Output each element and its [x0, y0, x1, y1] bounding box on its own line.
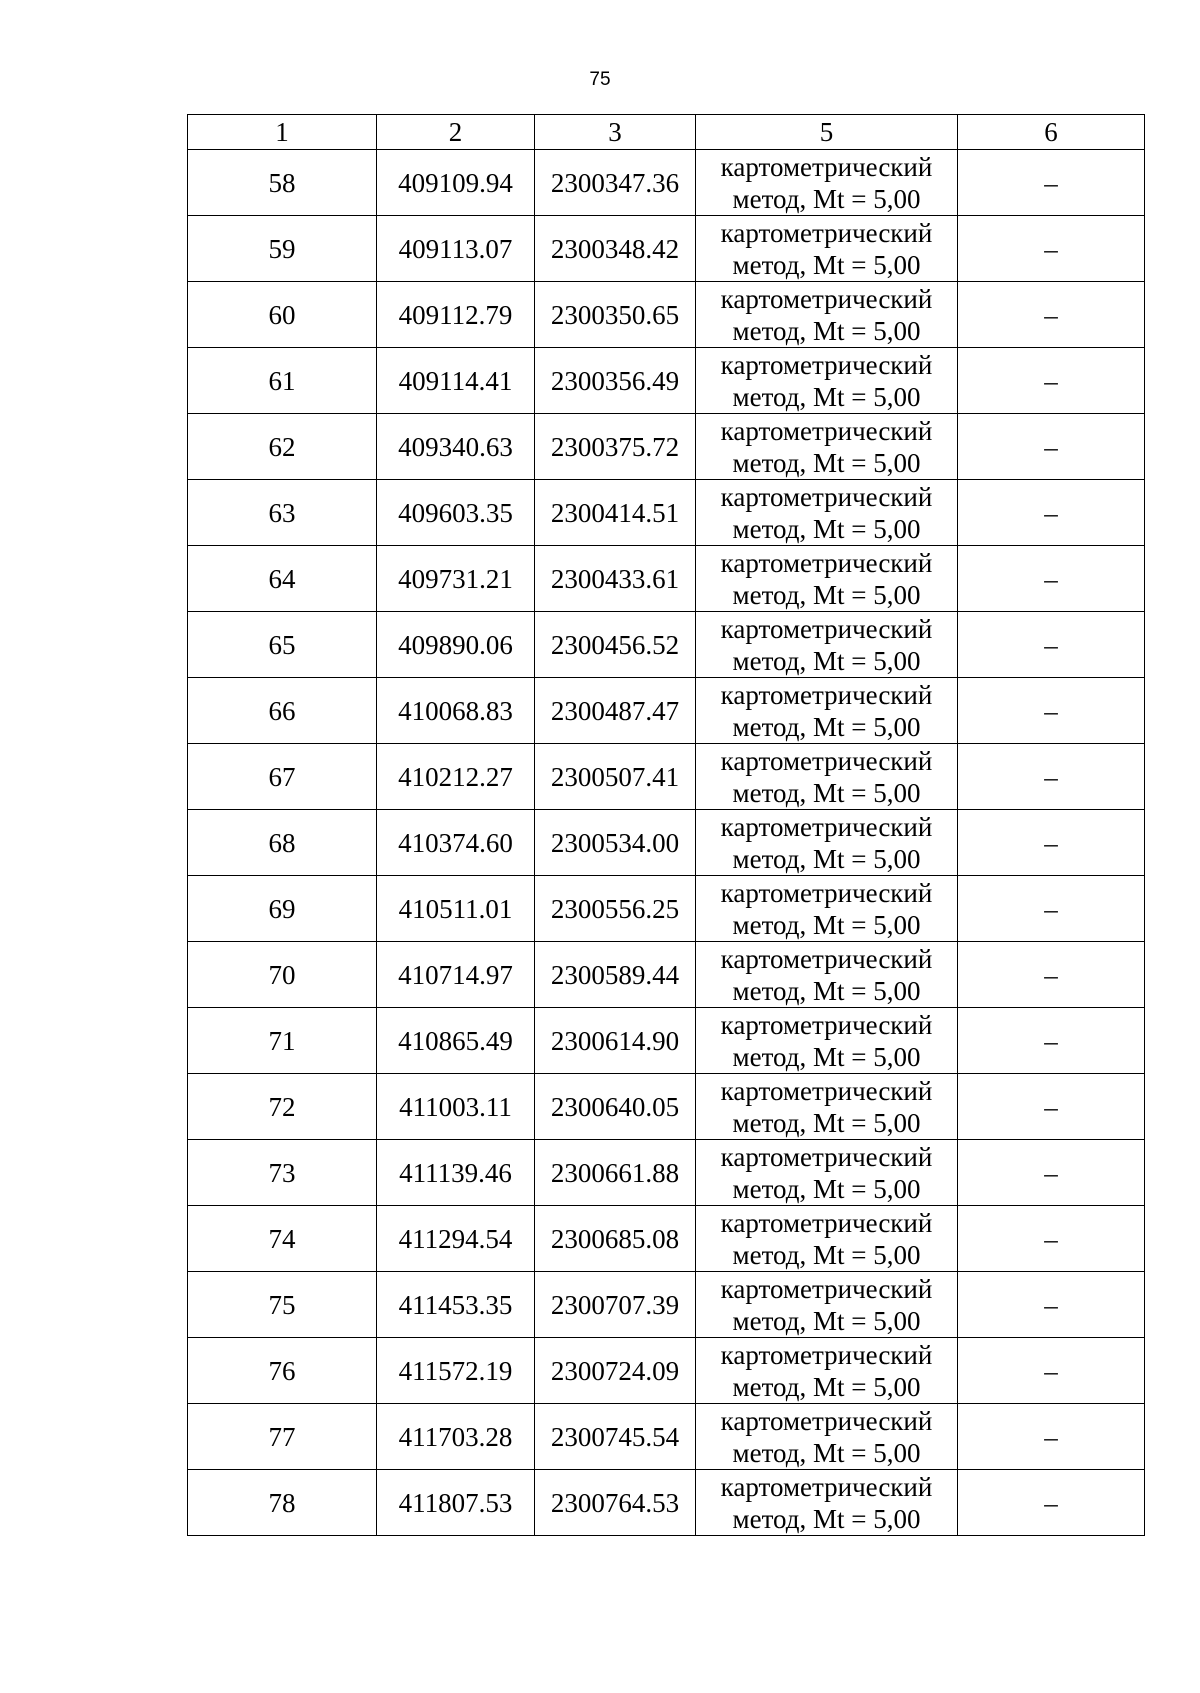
method-line-1: картометрический — [720, 811, 933, 842]
method-line-1: картометрический — [720, 151, 933, 182]
method-line-2: метод, Mt = 5,00 — [732, 447, 921, 478]
note-cell: – — [958, 1140, 1145, 1206]
header-cell-5: 5 — [696, 115, 958, 150]
method-line-1: картометрический — [720, 1075, 933, 1106]
x-coordinate-cell: 410714.97 — [377, 942, 535, 1008]
x-coordinate-cell: 411294.54 — [377, 1206, 535, 1272]
method-line-1: картометрический — [720, 877, 933, 908]
point-number-cell: 62 — [188, 414, 377, 480]
note-cell: – — [958, 678, 1145, 744]
x-coordinate-cell: 411453.35 — [377, 1272, 535, 1338]
method-line-1: картометрический — [720, 481, 933, 512]
table-row — [188, 942, 1145, 1008]
note-cell: – — [958, 876, 1145, 942]
x-coordinate-cell: 410212.27 — [377, 744, 535, 810]
method-cell — [696, 744, 958, 810]
y-coordinate-cell: 2300764.53 — [535, 1470, 696, 1536]
method-line-2: метод, Mt = 5,00 — [732, 1503, 921, 1534]
method-cell — [696, 546, 958, 612]
table-row — [188, 1338, 1145, 1404]
point-number-cell: 75 — [188, 1272, 377, 1338]
y-coordinate-cell: 2300350.65 — [535, 282, 696, 348]
note-cell: – — [958, 1338, 1145, 1404]
method-line-2: метод, Mt = 5,00 — [732, 1173, 921, 1204]
table-row — [188, 1206, 1145, 1272]
x-coordinate-cell: 411003.11 — [377, 1074, 535, 1140]
method-line-2: метод, Mt = 5,00 — [732, 1371, 921, 1402]
method-line-1: картометрический — [720, 217, 933, 248]
coordinates-table — [187, 114, 1145, 1536]
point-number-cell: 60 — [188, 282, 377, 348]
x-coordinate-cell: 411572.19 — [377, 1338, 535, 1404]
method-line-2: метод, Mt = 5,00 — [732, 711, 921, 742]
table-row — [188, 546, 1145, 612]
y-coordinate-cell: 2300589.44 — [535, 942, 696, 1008]
table-row — [188, 150, 1145, 216]
point-number-cell: 76 — [188, 1338, 377, 1404]
x-coordinate-cell: 411703.28 — [377, 1404, 535, 1470]
point-number-cell: 64 — [188, 546, 377, 612]
y-coordinate-cell: 2300456.52 — [535, 612, 696, 678]
method-line-1: картометрический — [720, 415, 933, 446]
method-line-1: картометрический — [720, 1207, 933, 1238]
table-row — [188, 414, 1145, 480]
method-line-2: метод, Mt = 5,00 — [732, 183, 921, 214]
header-cell-3: 3 — [535, 115, 696, 150]
point-number-cell: 61 — [188, 348, 377, 414]
x-coordinate-cell: 409109.94 — [377, 150, 535, 216]
point-number-cell: 78 — [188, 1470, 377, 1536]
x-coordinate-cell: 409114.41 — [377, 348, 535, 414]
table-row — [188, 216, 1145, 282]
table-row — [188, 1140, 1145, 1206]
method-line-1: картометрический — [720, 943, 933, 974]
note-cell: – — [958, 1470, 1145, 1536]
method-cell — [696, 942, 958, 1008]
table-row — [188, 1470, 1145, 1536]
y-coordinate-cell: 2300487.47 — [535, 678, 696, 744]
method-cell — [696, 282, 958, 348]
y-coordinate-cell: 2300745.54 — [535, 1404, 696, 1470]
y-coordinate-cell: 2300414.51 — [535, 480, 696, 546]
method-line-1: картометрический — [720, 1141, 933, 1172]
method-line-2: метод, Mt = 5,00 — [732, 975, 921, 1006]
method-line-2: метод, Mt = 5,00 — [732, 645, 921, 676]
table-row — [188, 1272, 1145, 1338]
method-cell — [696, 612, 958, 678]
method-line-1: картометрический — [720, 1273, 933, 1304]
point-number-cell: 67 — [188, 744, 377, 810]
method-cell — [696, 348, 958, 414]
x-coordinate-cell: 409603.35 — [377, 480, 535, 546]
y-coordinate-cell: 2300347.36 — [535, 150, 696, 216]
method-cell — [696, 480, 958, 546]
table-body — [188, 115, 1145, 1536]
x-coordinate-cell: 410374.60 — [377, 810, 535, 876]
y-coordinate-cell: 2300685.08 — [535, 1206, 696, 1272]
method-cell — [696, 1470, 958, 1536]
x-coordinate-cell: 409890.06 — [377, 612, 535, 678]
point-number-cell: 63 — [188, 480, 377, 546]
method-line-1: картометрический — [720, 1339, 933, 1370]
point-number-cell: 69 — [188, 876, 377, 942]
y-coordinate-cell: 2300348.42 — [535, 216, 696, 282]
method-line-2: метод, Mt = 5,00 — [732, 1239, 921, 1270]
method-line-2: метод, Mt = 5,00 — [732, 315, 921, 346]
page-number: 75 — [589, 69, 611, 90]
note-cell: – — [958, 1206, 1145, 1272]
note-cell: – — [958, 744, 1145, 810]
y-coordinate-cell: 2300356.49 — [535, 348, 696, 414]
method-cell — [696, 1206, 958, 1272]
method-line-2: метод, Mt = 5,00 — [732, 1305, 921, 1336]
method-cell — [696, 1140, 958, 1206]
method-cell — [696, 810, 958, 876]
method-line-1: картометрический — [720, 1471, 933, 1502]
note-cell: – — [958, 612, 1145, 678]
point-number-cell: 66 — [188, 678, 377, 744]
x-coordinate-cell: 409112.79 — [377, 282, 535, 348]
y-coordinate-cell: 2300534.00 — [535, 810, 696, 876]
y-coordinate-cell: 2300433.61 — [535, 546, 696, 612]
method-line-2: метод, Mt = 5,00 — [732, 1041, 921, 1072]
note-cell: – — [958, 216, 1145, 282]
method-line-2: метод, Mt = 5,00 — [732, 381, 921, 412]
point-number-cell: 65 — [188, 612, 377, 678]
y-coordinate-cell: 2300724.09 — [535, 1338, 696, 1404]
note-cell: – — [958, 1008, 1145, 1074]
y-coordinate-cell: 2300556.25 — [535, 876, 696, 942]
x-coordinate-cell: 410865.49 — [377, 1008, 535, 1074]
point-number-cell: 73 — [188, 1140, 377, 1206]
note-cell: – — [958, 1272, 1145, 1338]
method-cell — [696, 216, 958, 282]
note-cell: – — [958, 150, 1145, 216]
y-coordinate-cell: 2300614.90 — [535, 1008, 696, 1074]
note-cell: – — [958, 414, 1145, 480]
header-cell-6: 6 — [958, 115, 1145, 150]
method-cell — [696, 876, 958, 942]
method-line-1: картометрический — [720, 745, 933, 776]
method-line-2: метод, Mt = 5,00 — [732, 579, 921, 610]
note-cell: – — [958, 810, 1145, 876]
point-number-cell: 70 — [188, 942, 377, 1008]
note-cell: – — [958, 546, 1145, 612]
x-coordinate-cell: 411139.46 — [377, 1140, 535, 1206]
method-line-1: картометрический — [720, 349, 933, 380]
point-number-cell: 68 — [188, 810, 377, 876]
table-row — [188, 348, 1145, 414]
method-line-2: метод, Mt = 5,00 — [732, 513, 921, 544]
point-number-cell: 72 — [188, 1074, 377, 1140]
y-coordinate-cell: 2300640.05 — [535, 1074, 696, 1140]
x-coordinate-cell: 409340.63 — [377, 414, 535, 480]
header-cell-1: 1 — [188, 115, 377, 150]
method-line-2: метод, Mt = 5,00 — [732, 843, 921, 874]
table-header-row — [188, 115, 1145, 150]
table-row — [188, 678, 1145, 744]
table-row — [188, 876, 1145, 942]
x-coordinate-cell: 409731.21 — [377, 546, 535, 612]
table-row — [188, 810, 1145, 876]
point-number-cell: 77 — [188, 1404, 377, 1470]
method-cell — [696, 1404, 958, 1470]
method-cell — [696, 1338, 958, 1404]
method-cell — [696, 1074, 958, 1140]
table-row — [188, 480, 1145, 546]
table-row — [188, 612, 1145, 678]
method-line-2: метод, Mt = 5,00 — [732, 1107, 921, 1138]
method-line-1: картометрический — [720, 613, 933, 644]
method-line-1: картометрический — [720, 1405, 933, 1436]
header-cell-2: 2 — [377, 115, 535, 150]
note-cell: – — [958, 1404, 1145, 1470]
x-coordinate-cell: 411807.53 — [377, 1470, 535, 1536]
method-cell — [696, 1008, 958, 1074]
point-number-cell: 59 — [188, 216, 377, 282]
y-coordinate-cell: 2300661.88 — [535, 1140, 696, 1206]
table-row — [188, 282, 1145, 348]
method-line-2: метод, Mt = 5,00 — [732, 777, 921, 808]
method-cell — [696, 1272, 958, 1338]
method-cell — [696, 678, 958, 744]
method-cell — [696, 414, 958, 480]
note-cell: – — [958, 282, 1145, 348]
table-row — [188, 744, 1145, 810]
method-line-1: картометрический — [720, 679, 933, 710]
note-cell: – — [958, 942, 1145, 1008]
y-coordinate-cell: 2300507.41 — [535, 744, 696, 810]
note-cell: – — [958, 480, 1145, 546]
point-number-cell: 58 — [188, 150, 377, 216]
table-row — [188, 1008, 1145, 1074]
point-number-cell: 71 — [188, 1008, 377, 1074]
point-number-cell: 74 — [188, 1206, 377, 1272]
method-line-1: картометрический — [720, 283, 933, 314]
y-coordinate-cell: 2300707.39 — [535, 1272, 696, 1338]
method-cell — [696, 150, 958, 216]
method-line-2: метод, Mt = 5,00 — [732, 909, 921, 940]
method-line-2: метод, Mt = 5,00 — [732, 249, 921, 280]
x-coordinate-cell: 409113.07 — [377, 216, 535, 282]
x-coordinate-cell: 410068.83 — [377, 678, 535, 744]
table-row — [188, 1404, 1145, 1470]
method-line-1: картометрический — [720, 547, 933, 578]
table-row — [188, 1074, 1145, 1140]
y-coordinate-cell: 2300375.72 — [535, 414, 696, 480]
x-coordinate-cell: 410511.01 — [377, 876, 535, 942]
note-cell: – — [958, 348, 1145, 414]
method-line-2: метод, Mt = 5,00 — [732, 1437, 921, 1468]
note-cell: – — [958, 1074, 1145, 1140]
method-line-1: картометрический — [720, 1009, 933, 1040]
